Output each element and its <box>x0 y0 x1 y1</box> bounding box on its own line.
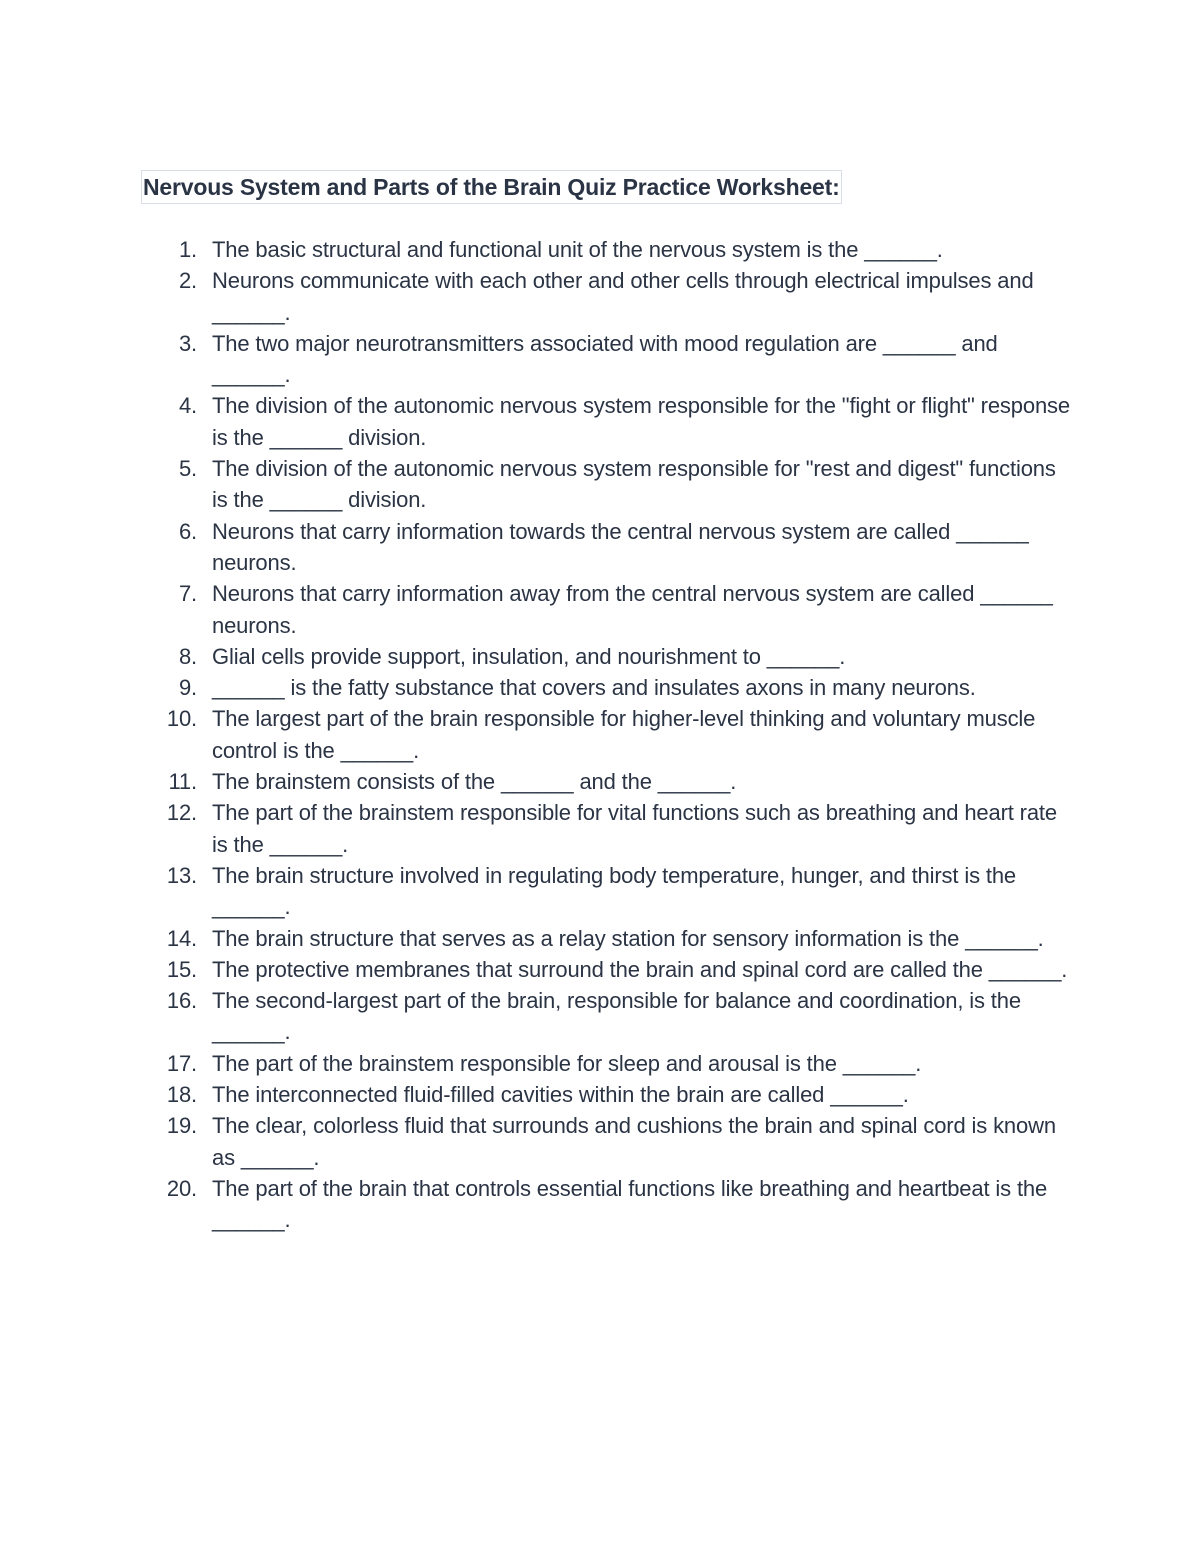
question-item <box>0 453 1072 516</box>
question-text: Glial cells provide support, insulation, and nourishment to ______. <box>212 643 846 669</box>
question-item <box>0 265 1072 328</box>
question-number: 1. <box>178 237 197 262</box>
question-item <box>0 1048 1072 1079</box>
question-number: 8. <box>178 643 197 669</box>
question-text: The part of the brainstem responsible for sleep and arousal is the ______. <box>212 1050 922 1076</box>
question-text: The brain structure that serves as a relay station for sensory information is the ______. <box>212 925 1044 951</box>
question-number: 10. <box>166 706 197 732</box>
question-text: The second-largest part of the brain, responsible for balance and coordination, is the ______. <box>212 988 1021 1045</box>
question-text: The brainstem consists of the ______ and the ______. <box>212 769 737 795</box>
question-number: 7. <box>178 581 197 607</box>
question-number: 20. <box>166 1175 197 1201</box>
question-number: 18. <box>166 1082 197 1108</box>
question-item <box>0 1173 1072 1236</box>
question-list <box>0 234 1200 1236</box>
question-text: The division of the autonomic nervous system responsible for the "fight or flight" response is the ______ division. <box>212 393 1070 450</box>
question-number: 16. <box>166 988 197 1014</box>
question-number: 14. <box>166 925 197 951</box>
question-item <box>0 516 1072 579</box>
question-item <box>0 1110 1072 1173</box>
question-number: 3. <box>178 330 197 356</box>
question-text: The largest part of the brain responsible for higher-level thinking and voluntary muscle control is the ______. <box>212 706 1036 763</box>
question-item <box>0 641 1072 672</box>
question-number: 4. <box>178 393 197 419</box>
question-number: 5. <box>178 456 197 482</box>
question-item <box>0 985 1072 1048</box>
question-text: Neurons that carry information away from the central nervous system are called ______ neurons. <box>212 581 1053 638</box>
question-item <box>0 923 1072 954</box>
question-item <box>0 766 1072 797</box>
question-text: The part of the brainstem responsible for vital functions such as breathing and heart rate is the ______. <box>212 800 1057 857</box>
question-number: 15. <box>166 956 197 982</box>
question-item <box>0 860 1072 923</box>
question-text: The division of the autonomic nervous system responsible for "rest and digest" functions is the ______ division. <box>212 456 1056 513</box>
question-text: The basic structural and functional unit of the nervous system is the ______. <box>212 237 943 262</box>
question-number: 2. <box>178 268 197 294</box>
question-text: The two major neurotransmitters associated with mood regulation are ______ and ______. <box>212 330 998 388</box>
question-number: 11. <box>168 769 197 795</box>
worksheet-title: Nervous System and Parts of the Brain Quiz Practice Worksheet: <box>141 170 842 204</box>
question-item <box>0 390 1072 453</box>
question-number: 19. <box>166 1113 197 1139</box>
question-item <box>0 1079 1072 1110</box>
question-text: ______ is the fatty substance that covers and insulates axons in many neurons. <box>212 675 976 701</box>
question-number: 13. <box>166 862 197 888</box>
question-text: Neurons that carry information towards the central nervous system are called ______ neurons. <box>212 518 1029 575</box>
question-number: 9. <box>178 675 197 701</box>
question-text: The interconnected fluid-filled cavities within the brain are called ______. <box>212 1082 909 1108</box>
question-text: Neurons communicate with each other and other cells through electrical impulses and ______. <box>212 268 1034 325</box>
question-item <box>0 703 1072 766</box>
question-text: The brain structure involved in regulating body temperature, hunger, and thirst is the ______. <box>212 862 1017 920</box>
question-number: 12. <box>166 800 197 826</box>
question-text: The clear, colorless fluid that surrounds and cushions the brain and spinal cord is known as ______. <box>212 1113 1056 1170</box>
question-item <box>0 672 1072 703</box>
question-item <box>0 578 1072 641</box>
question-text: The protective membranes that surround the brain and spinal cord are called the ______. <box>212 956 1068 982</box>
question-text: The part of the brain that controls essential functions like breathing and heartbeat is the ______. <box>212 1175 1048 1233</box>
question-number: 17. <box>166 1050 197 1076</box>
question-item <box>0 797 1072 860</box>
question-number: 6. <box>178 518 197 544</box>
question-item <box>0 954 1072 985</box>
question-item <box>0 234 1072 265</box>
question-item <box>0 328 1072 391</box>
